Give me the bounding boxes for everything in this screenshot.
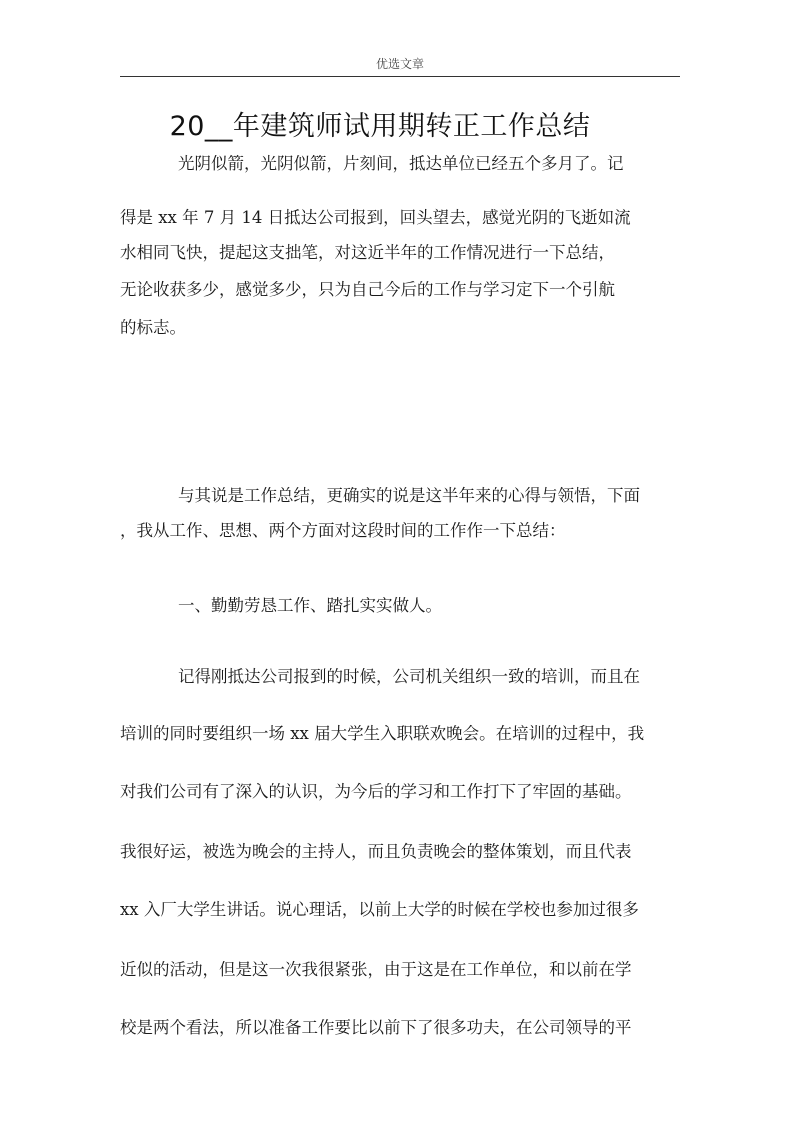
- paragraph-line: xx 入厂大学生讲话。说心理话，以前上大学的时候在学校也参加过很多: [120, 900, 639, 919]
- paragraph-line: 得是 xx 年 7 月 14 日抵达公司报到，回头望去，感觉光阴的飞逝如流: [120, 208, 631, 227]
- header-divider: [120, 76, 680, 77]
- paragraph-line: 近似的活动，但是这一次我很紧张，由于这是在工作单位，和以前在学: [120, 960, 632, 979]
- paragraph-line: 对我们公司有了深入的认识，为今后的学习和工作打下了牢固的基础。: [120, 782, 632, 801]
- paragraph-line: 光阴似箭，光阴似箭，片刻间，抵达单位已经五个多月了。记: [178, 154, 624, 173]
- paragraph-line: 水相同飞快，提起这支拙笔，对这近半年的工作情况进行一下总结，: [120, 243, 615, 262]
- page-header: 优选文章: [375, 57, 424, 71]
- paragraph-line: 我很好运，被选为晚会的主持人，而且负责晚会的整体策划，而且代表: [120, 842, 632, 861]
- paragraph-line: 校是两个看法，所以准备工作要比以前下了很多功夫，在公司领导的平: [120, 1018, 632, 1037]
- paragraph-line: 的标志。: [120, 318, 186, 337]
- document-title: 20__年建筑师试用期转正工作总结: [169, 111, 591, 142]
- paragraph-line: 无论收获多少，感觉多少，只为自己今后的工作与学习定下一个引航: [120, 280, 615, 299]
- paragraph-line: 与其说是工作总结，更确实的说是这半年来的心得与领悟，下面: [178, 486, 640, 505]
- paragraph-line: 培训的同时要组织一场 xx 届大学生入职联欢晚会。在培训的过程中，我: [120, 724, 645, 743]
- paragraph-line: 记得刚抵达公司报到的时候，公司机关组织一致的培训，而且在: [178, 667, 640, 686]
- section-heading: 一、勤勤劳恳工作、踏扎实实做人。: [178, 596, 442, 615]
- paragraph-line: ，我从工作、思想、两个方面对这段时间的工作作一下总结：: [120, 521, 566, 540]
